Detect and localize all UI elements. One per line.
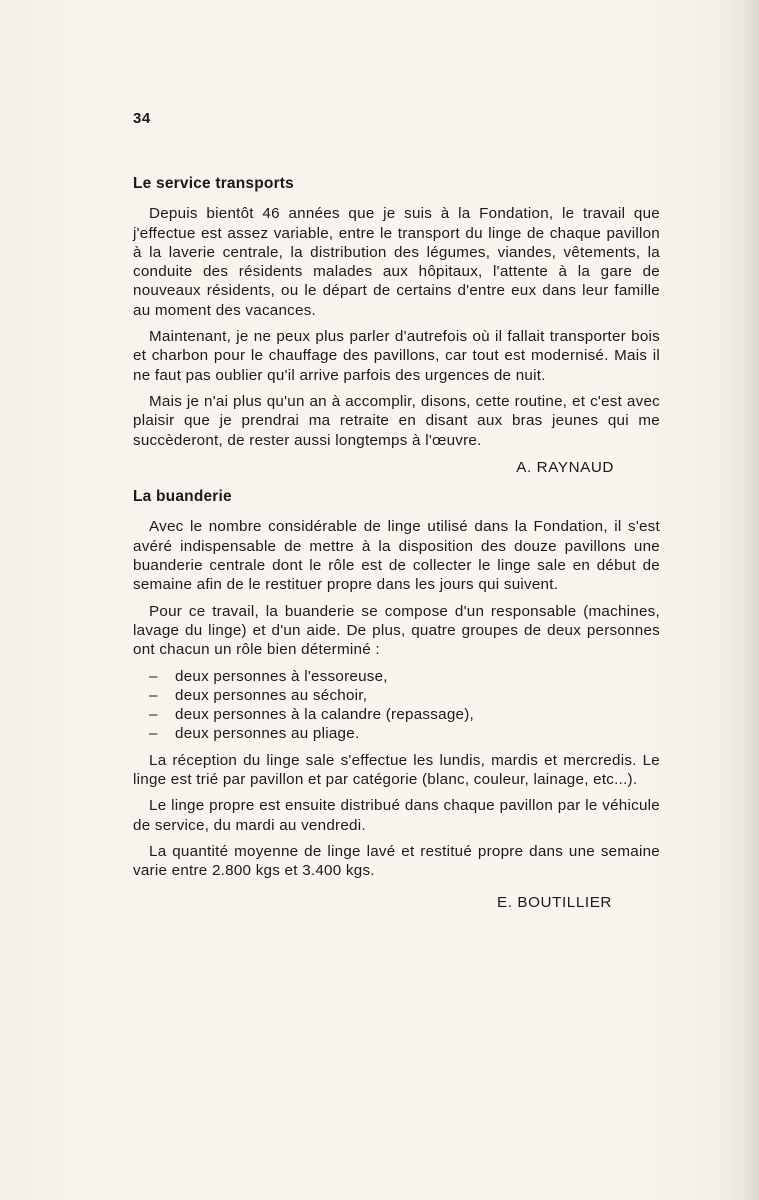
paragraph: Mais je n'ai plus qu'un an à accomplir, disons, cette routine, et c'est avec plaisir que je prendrai ma retraite en disant aux bras jeunes qui me succèderont, de rester aussi longtemps à l'œuvre.	[133, 392, 660, 449]
page-fold-shadow	[719, 0, 759, 1200]
article-body	[133, 174, 660, 912]
paragraph: La réception du linge sale s'effectue les lundis, mardis et mercredis. Le linge est trié par pavillon et par catégorie (blanc, couleur, lainage, etc...).	[133, 751, 660, 789]
author-signature: A. RAYNAUD	[516, 458, 614, 476]
section-title: Le service transports	[133, 175, 294, 192]
paragraph: Pour ce travail, la buanderie se compose d'un responsable (machines, lavage du linge) et d'un aide. De plus, quatre groupes de deux personnes ont chacun un rôle bien déterminé :	[133, 602, 660, 659]
list-item: – deux personnes au pliage.	[149, 724, 660, 743]
paragraph: Avec le nombre considérable de linge utilisé dans la Fondation, il s'est avéré indispensable de mettre à la disposition des douze pavillons une buanderie centrale dont le rôle est de collecter le linge sale en début de semaine afin de le restituer propre dans les jours qui suivent.	[133, 518, 660, 594]
section-buanderie	[133, 487, 660, 912]
paragraph: Depuis bientôt 46 années que je suis à la Fondation, le travail que j'effectue est assez variable, entre le transport du linge de chaque pavillon à la laverie centrale, la distribution des légumes, viandes, vêtements, la conduite des résidents malades aux hôpitaux, l'attente à la gare de nouveaux résidents, ou le départ de certains d'entre eux dans leur famille au moment des vacances.	[133, 205, 660, 319]
list-item: – deux personnes au séchoir,	[149, 686, 660, 705]
task-list	[133, 667, 660, 744]
paragraph: Maintenant, je ne peux plus parler d'autrefois où il fallait transporter bois et charbon pour le chauffage des pavillons, car tout est modernisé. Mais il ne faut pas oublier qu'il arrive parfois des urgences de nuit.	[133, 328, 660, 384]
page-number: 34	[133, 110, 151, 127]
paragraph: La quantité moyenne de linge lavé et restitué propre dans une semaine varie entre 2.800 kgs et 3.400 kgs.	[133, 842, 660, 880]
section-service-transports	[133, 174, 660, 477]
paragraph: Le linge propre est ensuite distribué dans chaque pavillon par le véhicule de service, du mardi au vendredi.	[133, 797, 660, 834]
list-item: – deux personnes à l'essoreuse,	[149, 667, 660, 686]
section-title: La buanderie	[133, 488, 232, 506]
author-signature: E. BOUTILLIER	[497, 893, 612, 911]
list-item: – deux personnes à la calandre (repassage),	[149, 705, 660, 724]
